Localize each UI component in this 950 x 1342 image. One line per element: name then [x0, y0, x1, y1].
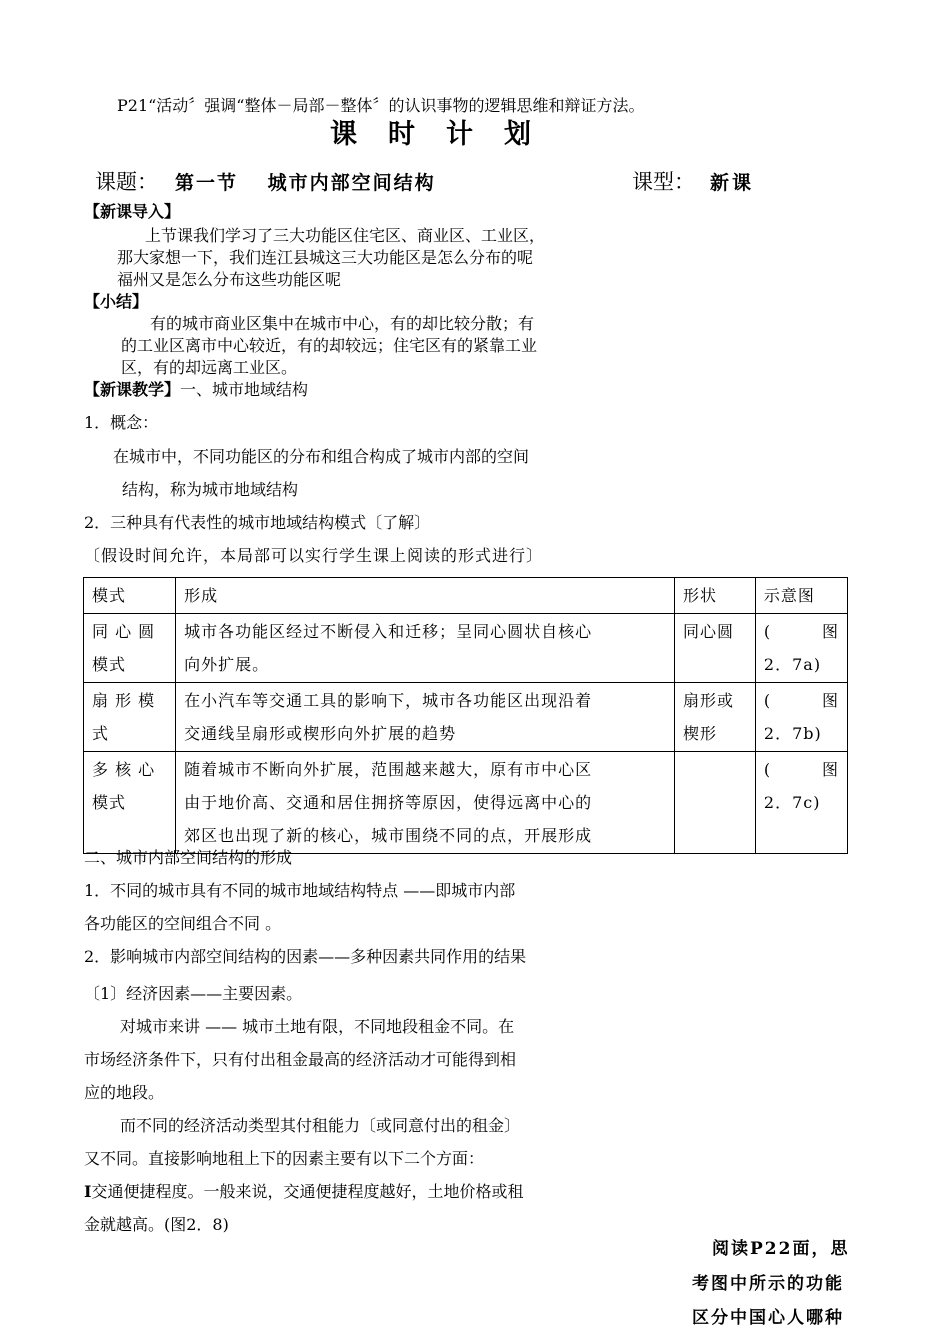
intro-heading: 【新课导入】 — [84, 202, 181, 221]
side-note-line: 阅读P22面，思 — [712, 1239, 850, 1259]
intro-line: 上节课我们学习了三大功能区住宅区、商业区、工业区， — [145, 226, 546, 245]
table-row — [84, 614, 848, 683]
part2-paragraph-line: 〔1〕经济因素——主要因素。 — [84, 984, 303, 1003]
concept-title: 1．概念： — [84, 413, 159, 432]
part2-paragraph-line: 金就越高。(图2．8) — [84, 1215, 229, 1234]
concept-line: 在城市中，不同功能区的分布和组合构成了城市内部的空间 — [113, 447, 530, 466]
part2-paragraph-line: 1．不同的城市具有不同的城市地域结构特点 ——即城市内部 — [84, 881, 516, 900]
models-table — [83, 577, 848, 854]
intro-line: 福州又是怎么分布这些功能区呢 — [117, 270, 342, 289]
page-title: 课 时 计 划 — [330, 119, 533, 150]
side-note-line: 区分中国心人哪种 — [692, 1308, 844, 1328]
figure-cell: ( 图 2．7a) — [755, 614, 847, 683]
summary-heading: 【小结】 — [84, 292, 149, 311]
course-type-value: 新课 — [710, 172, 755, 194]
table-row — [84, 683, 848, 752]
mode-cell: 同 心 圆 模式 — [84, 614, 176, 683]
teaching-subheading: 一、城市地域结构 — [180, 380, 309, 399]
header-cell-shape: 形状 — [674, 578, 755, 614]
part2-paragraph-line: 2．影响城市内部空间结构的因素——多种因素共同作用的结果 — [84, 947, 527, 966]
part2-paragraph-line: 市场经济条件下，只有付出租金最高的经济活动才可能得到相 — [84, 1050, 517, 1069]
course-type-label: 课型： — [632, 170, 695, 194]
concept-line: 结构，称为城市地域结构 — [122, 480, 299, 499]
figure-cell: ( 图 2．7c) — [755, 752, 847, 854]
header-note: P21“活动〞强调“整体－局部－整体〞的认识事物的逻辑思维和辩证方法。 — [117, 96, 645, 115]
models-title: 2．三种具有代表性的城市地域结构模式〔了解〕 — [84, 513, 431, 532]
part2-paragraph-line: 又不同。直接影响地租上下的因素主要有以下二个方面： — [84, 1149, 485, 1168]
header-cell-mode: 模式 — [84, 578, 176, 614]
teaching-heading: 【新课教学】 — [84, 380, 181, 399]
intro-line: 那大家想一下，我们连江县城这三大功能区是怎么分布的呢 — [117, 248, 534, 267]
header-cell-figure: 示意图 — [755, 578, 847, 614]
summary-line: 有的城市商业区集中在城市中心，有的却比较分散；有 — [150, 314, 535, 333]
roman-numeral-marker: I — [84, 1182, 92, 1201]
topic-label: 课题： — [95, 170, 158, 194]
part2-paragraph-line: 各功能区的空间组合不同 。 — [84, 914, 282, 933]
part2-heading: 二、城市内部空间结构的形成 — [84, 848, 293, 867]
formation-cell: 城市各功能区经过不断侵入和迁移；呈同心圆状自核心 向外扩展。 — [176, 614, 675, 683]
formation-cell: 随着城市不断向外扩展，范围越来越大，原有市中心区 由于地价高、交通和居住拥挤等原因，使得远离中心的 郊区也出现了新的核心，城市围绕不同的点，开展形成 — [176, 752, 675, 854]
summary-line: 区，有的却远离工业区。 — [121, 358, 298, 377]
header-cell-formation: 形成 — [176, 578, 675, 614]
teaching-heading-row — [84, 379, 308, 401]
part2-paragraph-line: 而不同的经济活动类型其付租能力〔或同意付出的租金〕 — [120, 1116, 521, 1135]
mode-cell: 扇 形 模 式 — [84, 683, 176, 752]
summary-line: 的工业区离市中心较近，有的却较远；住宅区有的紧靠工业 — [121, 336, 538, 355]
shape-cell: 同心圆 — [674, 614, 755, 683]
mode-cell: 多 核 心 模式 — [84, 752, 176, 854]
topic-value: 第一节 城市内部空间结构 — [175, 172, 436, 194]
shape-cell: 扇形或 楔形 — [674, 683, 755, 752]
formation-cell: 在小汽车等交通工具的影响下，城市各功能区出现沿着 交通线呈扇形或楔形向外扩展的趋势 — [176, 683, 675, 752]
part2-paragraph-line: 应的地段。 — [84, 1083, 165, 1102]
figure-cell: ( 图 2．7b) — [755, 683, 847, 752]
side-note-line: 考图中所示的功能 — [692, 1274, 844, 1294]
table-row — [84, 752, 848, 854]
part2-paragraph-line: I交通便捷程度。一般来说，交通便捷程度越好，土地价格或租 — [84, 1182, 524, 1201]
part2-paragraph-line: 对城市来讲 —— 城市土地有限，不同地段租金不同。在 — [120, 1017, 515, 1036]
models-note: 〔假设时间允许，本局部可以实行学生课上阅读的形式进行〕 — [84, 546, 544, 565]
table-header-row — [84, 578, 848, 614]
shape-cell — [674, 752, 755, 854]
